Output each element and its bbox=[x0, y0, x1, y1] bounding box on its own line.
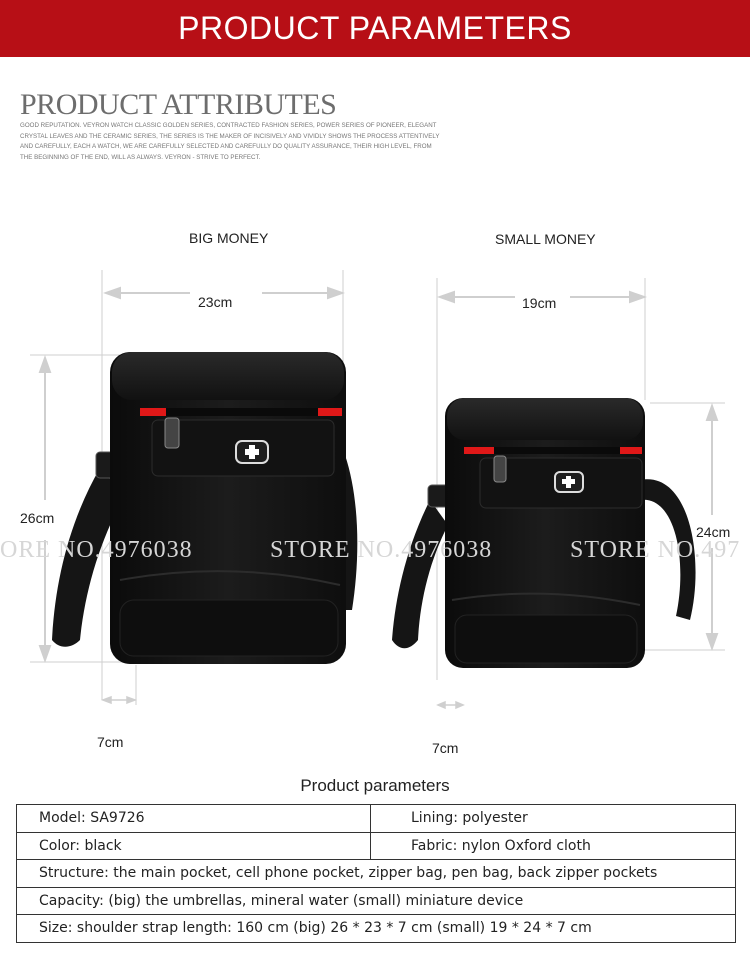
param-size: Size: shoulder strap length: 160 cm (big) 26 * 23 * 7 cm (small) 19 * 24 * 7 cm bbox=[17, 915, 736, 943]
watermark-right: STORE NO.497 bbox=[570, 537, 741, 563]
watermark-middle: STORE NO.4976038 bbox=[270, 537, 493, 563]
table-row bbox=[17, 860, 736, 888]
big-depth-arrow bbox=[103, 697, 135, 703]
table-row bbox=[17, 887, 736, 915]
param-color: Color: black bbox=[17, 832, 371, 860]
small-height-label: 24cm bbox=[696, 524, 731, 540]
param-capacity: Capacity: (big) the umbrellas, mineral water (small) miniature device bbox=[17, 887, 736, 915]
param-fabric: Fabric: nylon Oxford cloth bbox=[371, 832, 736, 860]
watermark-left: ORE NO.4976038 bbox=[0, 537, 193, 563]
small-bag bbox=[392, 398, 696, 668]
table-row bbox=[17, 915, 736, 943]
table-row bbox=[17, 805, 736, 833]
big-bag bbox=[52, 352, 357, 664]
attributes-description: GOOD REPUTATION. VEYRON WATCH CLASSIC GOLDEN SERIES, CONTRACTED FASHION SERIES, POWER SERIES OF PIONEER, ELEGANT CRYSTAL LEAVES AND THE CERAMIC SERIES, THE SERIES IS THE MAKER OF INCISIVELY AND VIVIDLY SHOWS THE PROCESS ATTENTIVELY AND CAREFULLY, EACH A WATCH, WE ARE CAREFULLY SELECTED AND CAREFULLY DO QUALITY ASSURANCE, THEIR HIGH LEVEL, FROM THE BEGINNING OF THE END, WILL AS ALWAYS. VEYRON - STRIVE TO PERFECT. bbox=[20, 122, 440, 161]
big-height-arrow bbox=[40, 358, 50, 660]
big-depth-label: 7cm bbox=[97, 734, 124, 750]
param-structure: Structure: the main pocket, cell phone pocket, zipper bag, pen bag, back zipper pockets bbox=[17, 860, 736, 888]
params-heading: Product parameters bbox=[300, 776, 450, 795]
param-lining: Lining: polyester bbox=[371, 805, 736, 833]
big-width-label: 23cm bbox=[198, 294, 233, 310]
small-depth-label: 7cm bbox=[432, 740, 459, 756]
small-width-label: 19cm bbox=[522, 295, 557, 311]
small-model-label: SMALL MONEY bbox=[495, 231, 596, 247]
table-row bbox=[17, 832, 736, 860]
attributes-title: PRODUCT ATTRIBUTES bbox=[20, 88, 337, 121]
big-model-label: BIG MONEY bbox=[189, 230, 269, 246]
params-table bbox=[16, 804, 736, 943]
banner-title: PRODUCT PARAMETERS bbox=[178, 10, 572, 46]
small-depth-arrow bbox=[438, 702, 463, 708]
param-model: Model: SA9726 bbox=[17, 805, 371, 833]
big-height-label: 26cm bbox=[20, 510, 55, 526]
